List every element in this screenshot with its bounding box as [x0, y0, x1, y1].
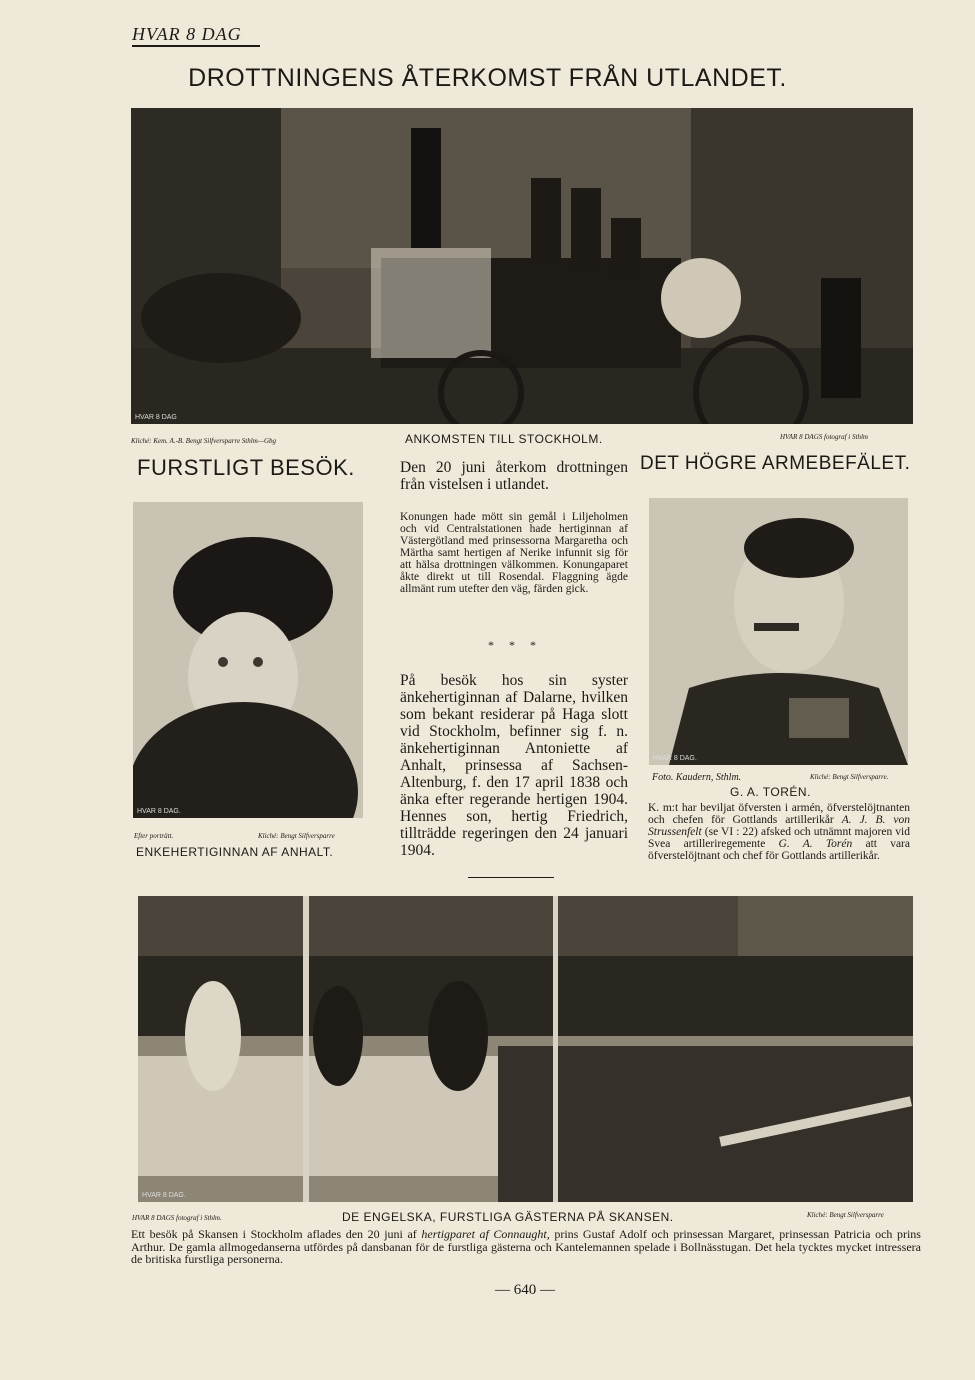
section-heading-furstligt-besok: FURSTLIGT BESÖK.	[137, 455, 355, 480]
portrait-caption: ENKEHERTIGINNAN AF ANHALT.	[136, 845, 334, 859]
skansen-credit-left: HVAR 8 DAGS fotograf i Sthlm.	[132, 1214, 222, 1222]
arrival-paragraph-body: Konungen hade mött sin gemål i Liljeholmen och vid Centralstationen hade hertiginnan af Västergötland med prinsessorna Margaretha och Märtha samt hertigen af Nerike infunnit sig för att hälsa drottningen välkommen. Konungaparet åkte direkt ut till Rosendal. Flaggning ägde allmänt rum utefter den väg, färden gick.	[400, 511, 628, 595]
arrival-caption: ANKOMSTEN TILL STOCKHOLM.	[405, 432, 603, 446]
column-end-rule	[468, 877, 554, 878]
masthead: HVAR 8 DAG	[132, 24, 242, 44]
arrival-paragraph-lead: Den 20 juni återkom drottningen från vistelsen i utlandet.	[400, 459, 628, 493]
skansen-text-a: Ett besök på Skansen i Stockholm aflades den 20 juni af	[131, 1227, 422, 1241]
skansen-photo	[138, 896, 913, 1202]
arrival-photo-credit-left: Kliché: Kem. A.-B. Bengt Silfversparre Sthlm—Gbg	[131, 437, 277, 445]
masthead-rule	[132, 45, 260, 47]
toren-portrait-photo	[649, 498, 908, 765]
photo-watermark: HVAR 8 DAG	[135, 414, 177, 421]
skansen-credit-right: Kliché: Bengt Silfversparre	[807, 1211, 884, 1219]
skansen-watermark: HVAR 8 DAG.	[142, 1192, 186, 1199]
portrait-credit-right: Kliché: Bengt Silfversparre	[258, 832, 335, 840]
page-number: — 640 —	[495, 1282, 555, 1298]
toren-name-caption: G. A. TORÉN.	[730, 785, 811, 799]
page-title: DROTTNINGENS ÅTERKOMST FRÅN UTLANDET.	[188, 64, 787, 92]
toren-credit-right: Kliché: Bengt Silfversparre.	[810, 773, 889, 781]
section-separator: * * *	[488, 638, 542, 652]
duchess-portrait-photo	[133, 502, 363, 818]
arrival-photo	[131, 108, 913, 424]
toren-text-e: att vara öfverstelöjtnant och chef för Gottlands artillerikår.	[648, 838, 910, 862]
toren-text-a: K. m:t har beviljat öfversten i armén, öfverstelöjtnanten och chefen för Gottlands artillerikår	[648, 802, 910, 826]
toren-paragraph	[648, 802, 910, 862]
toren-credit-left: Foto. Kaudern, Sthlm.	[652, 772, 742, 783]
toren-watermark: HVAR 8 DAG.	[653, 755, 697, 762]
skansen-caption: DE ENGELSKA, FURSTLIGA GÄSTERNA PÅ SKANSEN.	[342, 1210, 674, 1224]
skansen-text-c: prins Gustaf Adolf och prinsessan Margaret, prinsessan Patricia och prins Arthur. De gamla allmogedanserna utfördes på dansbanan för de furstliga gästerna och Kantelemannen spelade i Bollnässtugan. Det hela tycktes mycket intressera de britiska furstliga personerna.	[131, 1227, 921, 1266]
skansen-paragraph	[131, 1228, 921, 1266]
portrait-watermark: HVAR 8 DAG.	[137, 808, 181, 815]
arrival-photo-credit-right: HVAR 8 DAGS fotograf i Sthlm	[780, 433, 868, 441]
portrait-credit-left: Efter porträtt.	[134, 832, 174, 840]
toren-text-b: A. J. B. von Strussenfelt	[648, 814, 910, 838]
toren-text-d: G. A. Torén	[778, 838, 853, 850]
skansen-text-b: hertigparet af Connaught,	[421, 1227, 550, 1241]
section-heading-hogre-armebefalet: DET HÖGRE ARMEBEFÄLET.	[640, 453, 911, 474]
visit-paragraph: På besök hos sin syster änkehertiginnan af Dalarne, hvilken som bekant residerar på Haga slott vid Stockholm, befinner sig f. n. änkehertiginnan Antoniette af Anhalt, prinsessa af Sachsen-Altenburg, f. den 17 april 1838 och änka efter regerande hertigen 1904. Hennes son, hertig Friedrich, tillträdde regeringen den 24 januari 1904.	[400, 672, 628, 859]
toren-text-c: (se VI : 22) afsked och utnämnt majoren vid Svea artilleriregemente	[648, 826, 910, 850]
